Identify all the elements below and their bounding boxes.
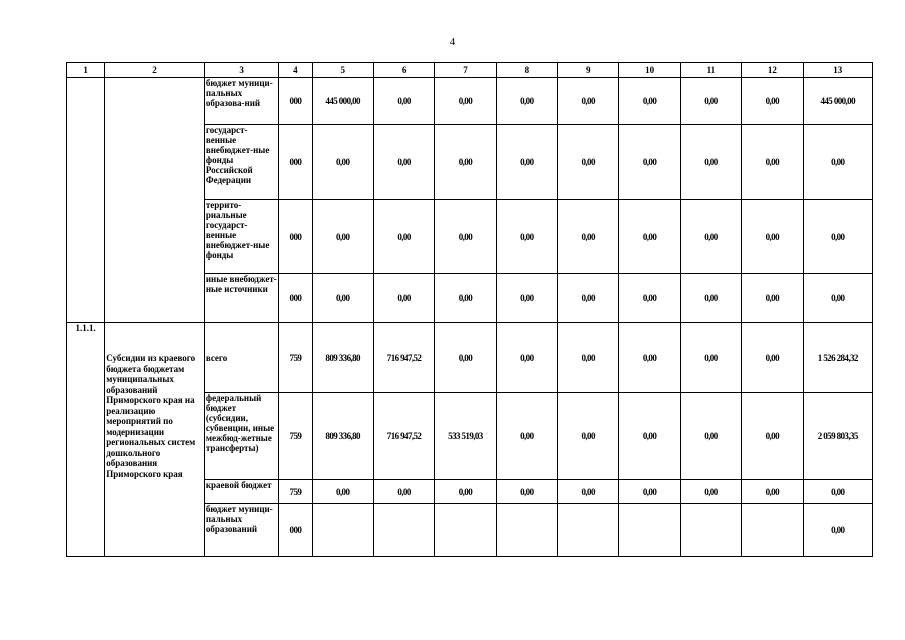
value-cell: 0,00 — [558, 323, 619, 393]
col-header: 3 — [204, 63, 278, 78]
funding-source: иные внебюджет-ные источники — [204, 274, 278, 323]
budget-code: 759 — [279, 480, 312, 504]
total-cell: 2 059 803,35 — [803, 393, 873, 480]
value-cell: 0,00 — [742, 393, 803, 480]
value-cell: 0,00 — [435, 200, 496, 274]
value-cell: 0,00 — [742, 125, 803, 200]
value-cell: 0,00 — [680, 274, 741, 323]
funding-source: всего — [204, 323, 278, 393]
value-cell: 0,00 — [435, 78, 496, 125]
value-cell: 0,00 — [496, 200, 557, 274]
budget-code: 000 — [279, 200, 312, 274]
value-cell: 0,00 — [496, 125, 557, 200]
col-header: 4 — [279, 63, 312, 78]
value-cell: 0,00 — [496, 78, 557, 125]
value-cell — [619, 504, 680, 557]
value-cell: 0,00 — [619, 274, 680, 323]
value-cell: 0,00 — [680, 323, 741, 393]
value-cell: 0,00 — [435, 274, 496, 323]
col-header: 9 — [558, 63, 619, 78]
funding-source: федеральный бюджет (субсидии, субвенции, иные межбюд-жетные трансферты) — [204, 393, 278, 480]
budget-code: 759 — [279, 323, 312, 393]
item-title-cell — [105, 323, 205, 557]
total-cell: 0,00 — [803, 200, 873, 274]
col-header: 6 — [373, 63, 434, 78]
total-cell: 0,00 — [803, 504, 873, 557]
value-cell — [496, 504, 557, 557]
col-header: 1 — [67, 63, 105, 78]
value-cell: 0,00 — [742, 274, 803, 323]
value-cell: 0,00 — [312, 480, 373, 504]
value-cell: 0,00 — [619, 200, 680, 274]
funding-source: террито-риальные государст-венные внебюджет-ные фонды — [204, 200, 278, 274]
value-cell: 809 336,80 — [312, 323, 373, 393]
value-cell: 533 519,03 — [435, 393, 496, 480]
item-number-cell — [67, 78, 105, 323]
value-cell: 0,00 — [742, 78, 803, 125]
budget-code: 000 — [279, 274, 312, 323]
item-title-cell — [105, 78, 205, 323]
value-cell: 0,00 — [496, 274, 557, 323]
value-cell: 0,00 — [619, 393, 680, 480]
total-cell: 0,00 — [803, 480, 873, 504]
budget-code: 000 — [279, 125, 312, 200]
value-cell: 0,00 — [496, 323, 557, 393]
value-cell: 809 336,80 — [312, 393, 373, 480]
budget-code: 000 — [279, 504, 312, 557]
header-row — [67, 63, 873, 78]
budget-code: 000 — [279, 78, 312, 125]
value-cell: 0,00 — [619, 125, 680, 200]
value-cell: 0,00 — [680, 125, 741, 200]
value-cell: 0,00 — [680, 480, 741, 504]
value-cell: 0,00 — [435, 323, 496, 393]
value-cell: 0,00 — [373, 200, 434, 274]
value-cell: 0,00 — [373, 125, 434, 200]
col-header: 10 — [619, 63, 680, 78]
value-cell: 0,00 — [742, 323, 803, 393]
table-row — [67, 323, 873, 393]
value-cell: 0,00 — [373, 480, 434, 504]
value-cell: 0,00 — [558, 480, 619, 504]
value-cell — [558, 504, 619, 557]
item-title: Субсидии из краевого бюджета бюджетам муниципальных образований Приморского края на реализацию мероприятий по модернизации региональных систем дошкольного образования Приморского края — [106, 353, 196, 479]
table-row — [67, 78, 873, 125]
value-cell: 0,00 — [496, 393, 557, 480]
funding-source: краевой бюджет — [204, 480, 278, 504]
value-cell: 0,00 — [619, 78, 680, 125]
value-cell: 0,00 — [619, 323, 680, 393]
value-cell: 445 000,00 — [312, 78, 373, 125]
page-number: 4 — [449, 36, 456, 48]
value-cell: 0,00 — [680, 200, 741, 274]
col-header: 11 — [680, 63, 741, 78]
col-header: 13 — [803, 63, 873, 78]
item-number: 1.1.1. — [67, 323, 105, 557]
value-cell: 0,00 — [373, 274, 434, 323]
col-header: 8 — [496, 63, 557, 78]
total-cell: 0,00 — [803, 274, 873, 323]
col-header: 5 — [312, 63, 373, 78]
budget-table — [66, 62, 873, 557]
value-cell — [373, 504, 434, 557]
col-header: 7 — [435, 63, 496, 78]
value-cell: 0,00 — [680, 78, 741, 125]
value-cell: 0,00 — [312, 274, 373, 323]
value-cell: 716 947,52 — [373, 323, 434, 393]
value-cell: 716 947,52 — [373, 393, 434, 480]
value-cell: 0,00 — [558, 125, 619, 200]
value-cell — [680, 504, 741, 557]
value-cell: 0,00 — [312, 200, 373, 274]
funding-source: государст-венные внебюджет-ные фонды Российской Федерации — [204, 125, 278, 200]
value-cell — [742, 504, 803, 557]
value-cell: 0,00 — [435, 480, 496, 504]
funding-source: бюджет муници-пальных образова-ний — [204, 78, 278, 125]
value-cell: 0,00 — [619, 480, 680, 504]
value-cell: 0,00 — [680, 393, 741, 480]
value-cell: 0,00 — [373, 78, 434, 125]
col-header: 2 — [105, 63, 205, 78]
total-cell: 1 526 284,32 — [803, 323, 873, 393]
value-cell: 0,00 — [558, 78, 619, 125]
value-cell: 0,00 — [742, 200, 803, 274]
total-cell: 445 000,00 — [803, 78, 873, 125]
col-header: 12 — [742, 63, 803, 78]
value-cell — [312, 504, 373, 557]
value-cell: 0,00 — [558, 200, 619, 274]
value-cell: 0,00 — [558, 393, 619, 480]
value-cell: 0,00 — [435, 125, 496, 200]
budget-code: 759 — [279, 393, 312, 480]
value-cell: 0,00 — [558, 274, 619, 323]
funding-source: бюджет муници-пальных образований — [204, 504, 278, 557]
value-cell: 0,00 — [742, 480, 803, 504]
value-cell: 0,00 — [312, 125, 373, 200]
total-cell: 0,00 — [803, 125, 873, 200]
value-cell: 0,00 — [496, 480, 557, 504]
value-cell — [435, 504, 496, 557]
